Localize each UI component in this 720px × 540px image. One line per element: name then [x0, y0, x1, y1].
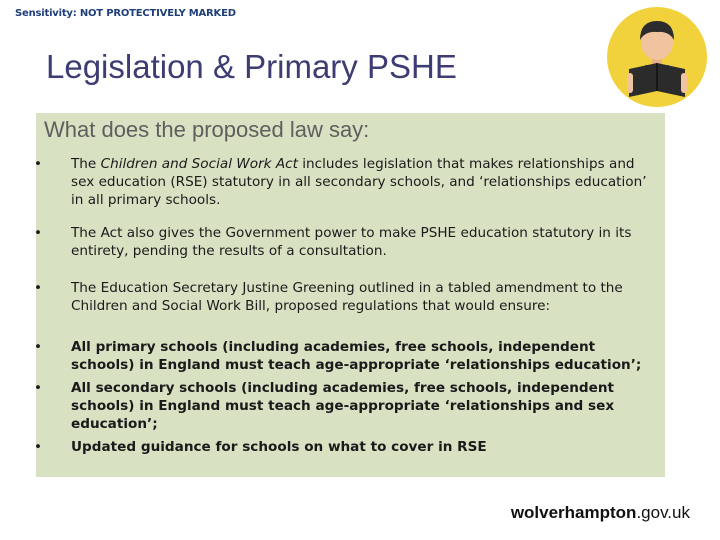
reading-student-icon [607, 7, 707, 107]
brand-domain: .gov.uk [636, 503, 690, 522]
bullet-list: • The Children and Social Work Act includes legislation that makes relationships and sex education (RSE) statutory in all secondary schools, and ‘relationships education’ in all primary schools. • The Act also gives the Government power to make PSHE education statutory in its entirety, pending the results of a consultation. • The Education Secretary Justine Greening outlined in a tabled amendment to the Children and Social Work Bill, proposed regulations that would ensure: • All primary schools (including academies, free schools, independent schools) in England must teach age-appropriate ‘relationships education’; • All secondary schools (including academies, free schools, independent schools) in England must teach age-appropriate ‘relationships and sex education’; • Updated guidance for schools on what to cover in RSE [36, 113, 665, 477]
content-panel [33, 113, 665, 477]
brand-footer [511, 503, 690, 523]
bullet-point: • [33, 339, 43, 355]
bullet-point: • [33, 156, 43, 172]
bullet-point: • [33, 439, 43, 455]
bullet-point: • [33, 280, 43, 296]
sensitivity-label: Sensitivity: NOT PROTECTIVELY MARKED [15, 8, 236, 19]
brand-bold: wolverhampton [510, 503, 637, 522]
panel-heading: What does the proposed law say: [44, 117, 370, 142]
act-title: Children and Social Work Act [100, 156, 298, 172]
bullet-point: • [33, 380, 43, 396]
page-title: Legislation & Primary PSHE [46, 48, 457, 85]
bullet-point: • [33, 225, 43, 241]
